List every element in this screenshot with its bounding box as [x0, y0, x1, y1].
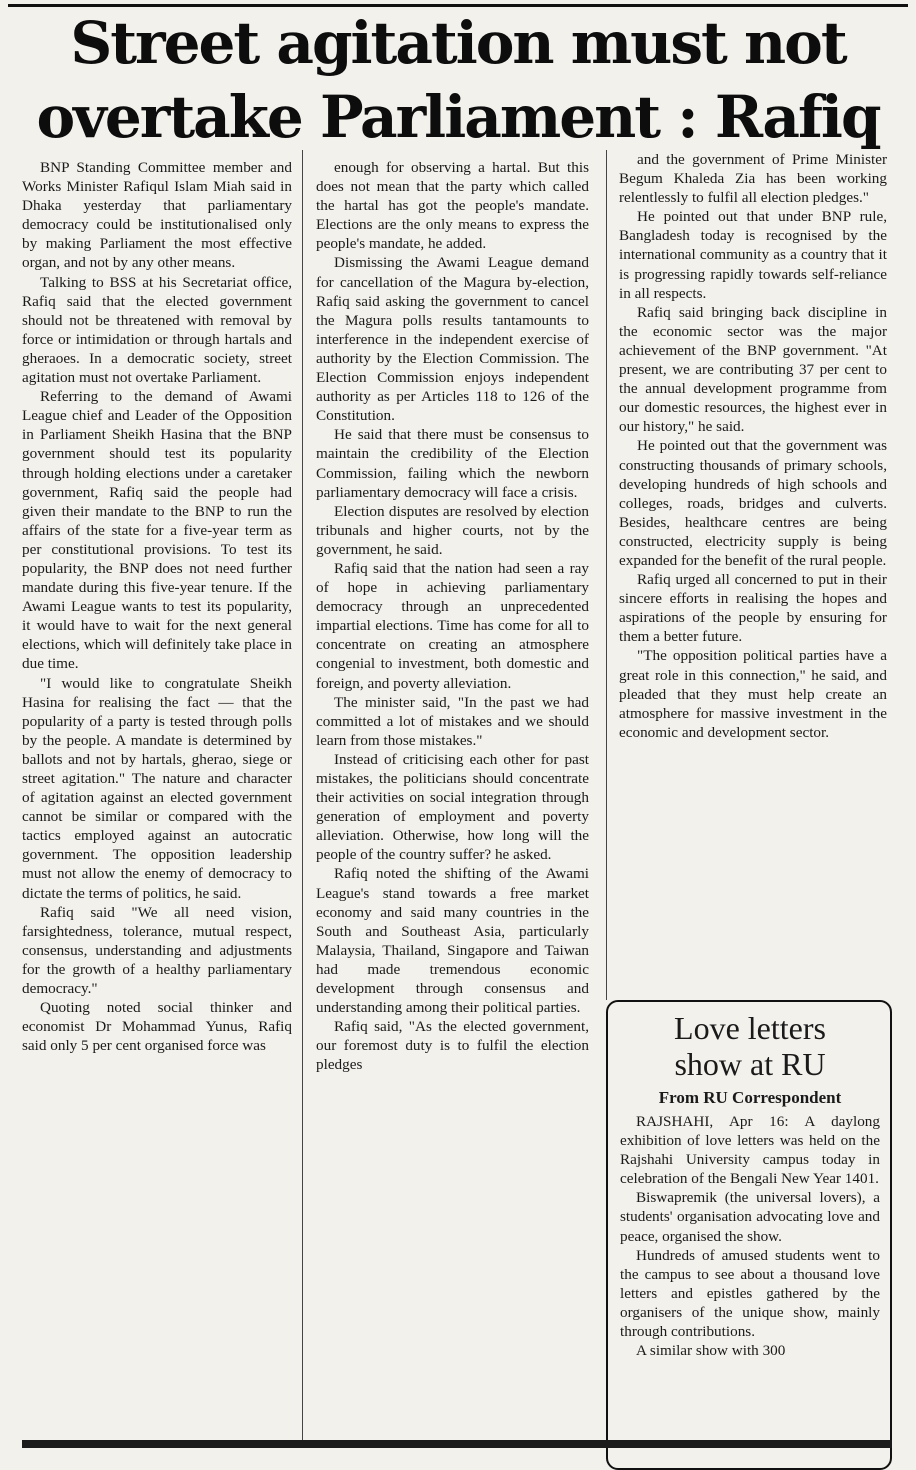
paragraph: Talking to BSS at his Secretariat office, Rafiq said that the elected government should not be threatened with removal by force or intimidation or through hartals and gheraoes. In a democratic society, street agitation must not overtake Parliament.: [22, 273, 292, 387]
paragraph: Quoting noted social thinker and economist Dr Mohammad Yunus, Rafiq said only 5 per cent organised force was: [22, 999, 292, 1055]
paragraph: Biswapremik (the universal lovers), a students' organisation advocating love and peace, organised the show.: [620, 1189, 880, 1245]
paragraph: "The opposition political parties have a great role in this connection," he said, and pleaded that they must help create an atmosphere for massive investment in the economic and development sector.: [619, 647, 887, 741]
article-column-2: [316, 158, 589, 1434]
column-rule: [606, 150, 607, 1000]
paragraph: The minister said, "In the past we had committed a lot of mistakes and we should learn from those mistakes.": [316, 693, 589, 749]
article-column-1: [22, 158, 292, 1438]
paragraph: and the government of Prime Minister Begum Khaleda Zia has been working relentlessly to fulfil all election pledges.": [619, 151, 887, 207]
paragraph: Rafiq urged all concerned to put in their sincere efforts in realising the hopes and aspirations of the people by ensuring for them a better future.: [619, 571, 887, 646]
paragraph: Rafiq said that the nation had seen a ray of hope in achieving parliamentary democracy through an unprecedented impartial elections. Time has come for all to concentrate on creating an atmosphere congenial to investment, both domestic and foreign, and poverty alleviation.: [316, 559, 589, 692]
column-rule: [302, 150, 303, 1446]
sidebar-title-line: Love letters: [674, 1010, 826, 1046]
paragraph: "I would like to congratulate Sheikh Hasina for realising the fact — that the popularity of a party is tested through polls by the people. A mandate is determined by ballots and not by hartals, gherao, siege or street agitation." The nature and character of agitation against an elected government cannot be similar or compared with the tactics employed against an autocratic government. The opposition leadership must not allow the enemy of democracy to dictate the terms of politics, he said.: [22, 674, 292, 902]
paragraph: Instead of criticising each other for past mistakes, the politicians should concentrate their activities on social integration through generation of employment and poverty alleviation. Otherwise, how long will the people of the country suffer? he asked.: [316, 750, 589, 864]
sidebar-byline: From RU Correspondent: [658, 1088, 842, 1107]
next-headline-cutoff: [22, 1440, 892, 1448]
paragraph: RAJSHAHI, Apr 16: A daylong exhibition of love letters was held on the Rajshahi University campus today in celebration of the Bengali New Year 1401.: [620, 1113, 880, 1188]
paragraph: Dismissing the Awami League demand for cancellation of the Magura by-election, Rafiq said asking the government to cancel the Magura polls results tantamounts to interference in the independent exercise of authority by the Election Commission. The Election Commission enjoys independent authority as per Articles 118 to 126 of the Constitution.: [316, 254, 589, 425]
paragraph: A similar show with 300: [636, 1342, 786, 1360]
sidebar-story-box: [606, 1000, 892, 1470]
paragraph: Rafiq said "We all need vision, farsightedness, tolerance, mutual respect, consensus, understanding and adjustments for the growth of a healthy parliamentary democracy.": [22, 903, 292, 998]
paragraph: He pointed out that the government was constructing thousands of primary schools, developing hundreds of high schools and colleges, roads, bridges and culverts. Besides, healthcare centres are being constructed, electricity supply is being expanded for the benefit of the rural people.: [619, 437, 887, 569]
paragraph: Hundreds of amused students went to the campus to see about a thousand love letters and epistles gathered by the organisers of the unique show, mainly through contributions.: [620, 1246, 880, 1341]
headline: Street agitation must not overtake Parliament : Rafiq: [36, 9, 880, 151]
article-column-3: [619, 150, 887, 988]
sidebar-story-body: [620, 1112, 880, 1360]
paragraph: He said that there must be consensus to maintain the credibility of the Election Commission, failing which the newborn parliamentary democracy will face a crisis.: [316, 426, 589, 501]
paragraph: Rafiq said bringing back discipline in the economic sector was the major achievement of the BNP government. "At present, we are contributing 37 per cent to the annual development programme from our domestic resources, the highest ever in our history," he said.: [619, 303, 887, 436]
paragraph: He pointed out that under BNP rule, Bangladesh today is recognised by the international community as a country that it is progressing rapidly towards self-reliance in all respects.: [619, 208, 887, 302]
sidebar-story-title: [620, 1010, 880, 1082]
sidebar-title-line: show at RU: [674, 1046, 826, 1082]
paragraph: enough for observing a hartal. But this does not mean that the party which called the hartal has got the people's mandate. Elections are the only means to express the people's mandate, he added.: [316, 159, 589, 253]
paragraph: Election disputes are resolved by election tribunals and higher courts, not by the government, he said.: [316, 502, 589, 558]
paragraph: Rafiq said, "As the elected government, our foremost duty is to fulfil the election pledges: [316, 1018, 589, 1074]
paragraph: Rafiq noted the shifting of the Awami League's stand towards a free market economy and said many countries in the South and Southeast Asia, particularly Malaysia, Thailand, Singapore and Taiwan had made tremendous economic development through consensus and understanding among their political parties.: [316, 865, 589, 1017]
paragraph: BNP Standing Committee member and Works Minister Rafiqul Islam Miah said in Dhaka yesterday that parliamentary democracy could be institutionalised only by making Parliament the most effective organ, and not by any other means.: [22, 159, 292, 272]
paragraph: Referring to the demand of Awami League chief and Leader of the Opposition in Parliament Sheikh Hasina that the BNP government should test its popularity through holding elections under a caretaker government, Rafiq said the people had given their mandate to the BNP to run the affairs of the state for a five-year term as per constitutional provisions. To test its popularity, the BNP does not need further mandate during this five-year tenure. If the Awami League wants to test its popularity, it would have to wait for the next general elections, which will definitely take place in due time.: [22, 388, 292, 673]
